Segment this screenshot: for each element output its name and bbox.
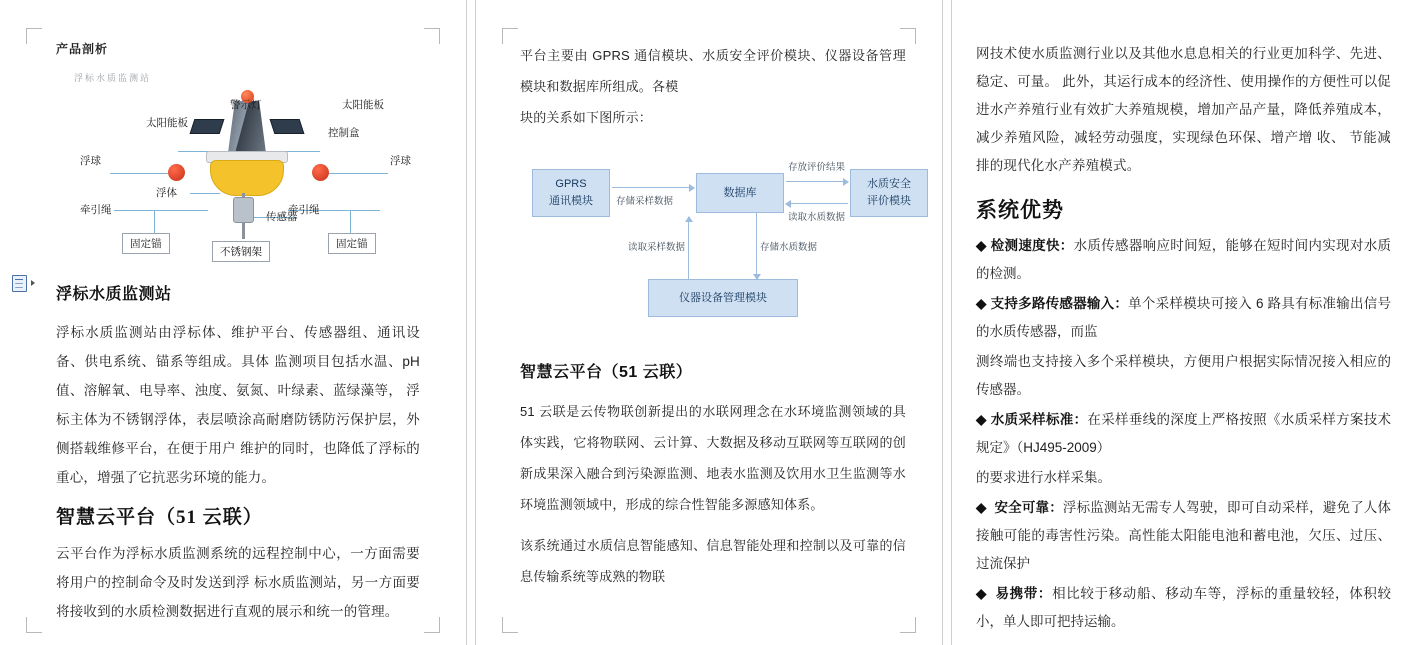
node-device-management: 仪器设备管理模块: [648, 279, 798, 317]
node-database: 数据库: [696, 173, 784, 213]
arrow-evaluation-to-database: [786, 203, 848, 204]
label-anchor-right: 固定锚: [328, 233, 376, 254]
label-anchor-left: 固定锚: [122, 233, 170, 254]
label-control-box: 控制盒: [328, 127, 360, 139]
buoy-diagram-figure: [60, 65, 430, 265]
node-gprs-module: [532, 169, 610, 217]
bullet-text: 的要求进行水样采集。: [976, 470, 1111, 485]
page2-paragraph-1b: 块的关系如下图所示：: [520, 110, 653, 125]
bullet-label: 检测速度快：: [990, 238, 1074, 253]
bullet-text: 相比较于移动船、移动车等，浮标的重量较轻，体积较小，单人即可把持运输。: [976, 586, 1392, 629]
bullet-text: 浮标监测站无需专人驾驶，即可自动采样，避免了人体接触可能的毒害性污染。高性能太阳能电池和蓄电池，欠压、过压、过流保护: [976, 500, 1391, 571]
list-item: [976, 406, 1391, 462]
arrow-database-to-device: [688, 217, 689, 279]
arrow-gprs-to-database: [612, 187, 694, 188]
connector-line: [328, 173, 388, 174]
bullet-label: 安全可靠：: [994, 500, 1063, 515]
crop-mark-bottom-right: [424, 617, 440, 633]
diamond-bullet-icon: ◆: [976, 238, 987, 253]
bullet-text: 在采样垂线的深度上严格按照《水质采样方案技术规定》（HJ495-2009）: [976, 412, 1392, 455]
label-float-left: 浮球: [80, 155, 101, 167]
document-page-3: [952, 0, 1413, 645]
label-tow-rope-left: 牵引绳: [80, 204, 112, 216]
bullet-label: 支持多路传感器输入：: [990, 296, 1129, 311]
label-warning-light: 警示灯: [230, 99, 262, 111]
node-water-quality-evaluation: [850, 169, 928, 217]
page1-paragraph-2: 云平台作为浮标水质监测系统的远程控制中心，一方面需要将用户的控制命令及时发送到浮 标水质监测站，另一方面要将接收到的水质检测数据进行直观的展示和统一的管理。: [56, 546, 420, 619]
label-buoy-body: 浮体: [156, 187, 177, 199]
list-item-continuation: [976, 348, 1391, 404]
page1-title: 浮标水质监测站: [56, 286, 172, 303]
page2-heading-cloud-platform: 智慧云平台（51 云联）: [520, 364, 693, 381]
section-caption: 产品剖析: [56, 42, 109, 56]
crop-mark-top-left: [502, 28, 518, 44]
crop-mark-bottom-left: [502, 617, 518, 633]
connector-line: [114, 210, 208, 211]
float-ball-left-graphic: [168, 164, 185, 181]
crop-mark-bottom-left: [26, 617, 42, 633]
diamond-bullet-icon: ◆: [976, 412, 987, 427]
edge-label-store-eval: 存放评价结果: [788, 162, 846, 173]
page3-heading-advantages: 系统优势: [976, 198, 1064, 222]
arrow-device-to-database: [756, 213, 757, 279]
bullet-text: 水质传感器响应时间短，能够在短时间内实现对水质的检测。: [976, 238, 1392, 281]
crop-mark-top-left: [26, 28, 42, 44]
page2-paragraph-1: 平台主要由 GPRS 通信模块、水质安全评价模块、仪器设备管理模块和数据库所组成。各模: [520, 48, 906, 94]
page2-paragraph-2: 51 云联是云传物联创新提出的水联网理念在水环境监测领域的具体实践，它将物联网、云计算、大数据及移动互联网等互联网的创新成果深入融合到污染源监测、地表水监测及饮用水卫生监测等水环境监测领域中，形成的综合性智能多源感知体系。: [520, 404, 906, 512]
edge-label-store-sample: 存储采样数据: [616, 196, 674, 207]
node-eval-line1: 水质安全: [867, 178, 911, 190]
diamond-bullet-icon: ◆: [976, 500, 987, 515]
label-float-right: 浮球: [390, 155, 411, 167]
arrow-database-to-evaluation: [786, 181, 848, 182]
bullet-text: 单个采样模块可接入 6 路具有标准输出信号的水质传感器，而监: [976, 296, 1391, 339]
bullet-label: 水质采样标准：: [990, 412, 1088, 427]
figure-top-note: 浮标水质监测站: [74, 73, 152, 83]
diamond-bullet-icon: ◆: [976, 586, 988, 601]
page-separator-2: [942, 0, 952, 645]
sensor-pod-graphic: [233, 197, 254, 223]
page-separator-1: [466, 0, 476, 645]
edge-label-store-quality: 存储水质数据: [760, 242, 818, 253]
chevron-right-icon: [31, 280, 35, 286]
label-solar-panel-left: 太阳能板: [146, 117, 188, 129]
platform-architecture-figure: [520, 151, 910, 341]
page2-paragraph-3: 该系统通过水质信息智能感知、信息智能处理和控制以及可靠的信息传输系统等成熟的物联: [520, 538, 906, 584]
document-outline-toggle[interactable]: [12, 272, 42, 294]
label-sensor: 传感器: [266, 211, 298, 223]
page3-paragraph-1: 网技术使水质监测行业以及其他水息息相关的行业更加科学、先进、稳定、可量。 此外，其运行成本的经济性、使用操作的方便性可以促进水产养殖行业有效扩大养殖规模，增加产品产量，降低养殖成本，减少养殖风险，减轻劳动强度，实现绿色环保、增产增 收、 节能减排的现代化水产养殖模式。: [976, 46, 1391, 173]
document-page-1: [0, 0, 466, 645]
connector-line: [190, 193, 220, 194]
float-ball-right-graphic: [312, 164, 329, 181]
list-item: [976, 290, 1391, 346]
label-solar-panel-right: 太阳能板: [342, 99, 384, 111]
bullet-label: 易携带：: [995, 586, 1053, 601]
node-eval-line2: 评价模块: [867, 195, 911, 207]
buoy-hull-graphic: [210, 160, 284, 196]
list-item-continuation: [976, 464, 1391, 492]
list-item: [976, 494, 1391, 578]
solar-panel-left-graphic: [190, 119, 225, 134]
node-gprs-line1: GPRS: [555, 178, 587, 190]
connector-line: [110, 173, 168, 174]
edge-label-read-quality: 读取水质数据: [788, 212, 846, 223]
solar-panel-right-graphic: [270, 119, 305, 134]
node-gprs-line2: 通讯模块: [549, 195, 593, 207]
label-tow-rope-right: 牵引绳: [288, 204, 320, 216]
document-page-2: [476, 0, 942, 645]
diamond-bullet-icon: ◆: [976, 296, 987, 311]
label-steel-frame: 不锈钢架: [212, 241, 270, 262]
document-icon: [12, 275, 27, 292]
page1-paragraph-1: 浮标水质监测站由浮标体、维护平台、传感器组、通讯设备、供电系统、锚系等组成。具体 监测项目包括水温、pH 值、溶解氧、电导率、浊度、氨氮、叶绿素、蓝绿藻等， 浮标主体为不锈钢浮体，表层喷涂高耐磨防锈防污保护层，外侧搭载维修平台，在便于用户 维护的同时，也降低了浮标的重心，增强了它抗恶劣环境的能力。: [56, 325, 420, 485]
list-item: [976, 580, 1391, 636]
list-item: [976, 232, 1391, 288]
crop-mark-top-right: [424, 28, 440, 44]
bullet-text: 测终端也支持接入多个采样模块，方便用户根据实际情况接入相应的传感器。: [976, 354, 1391, 397]
page1-heading-cloud-platform: 智慧云平台（51 云联）: [56, 507, 263, 528]
edge-label-read-sample: 读取采样数据: [628, 242, 686, 253]
